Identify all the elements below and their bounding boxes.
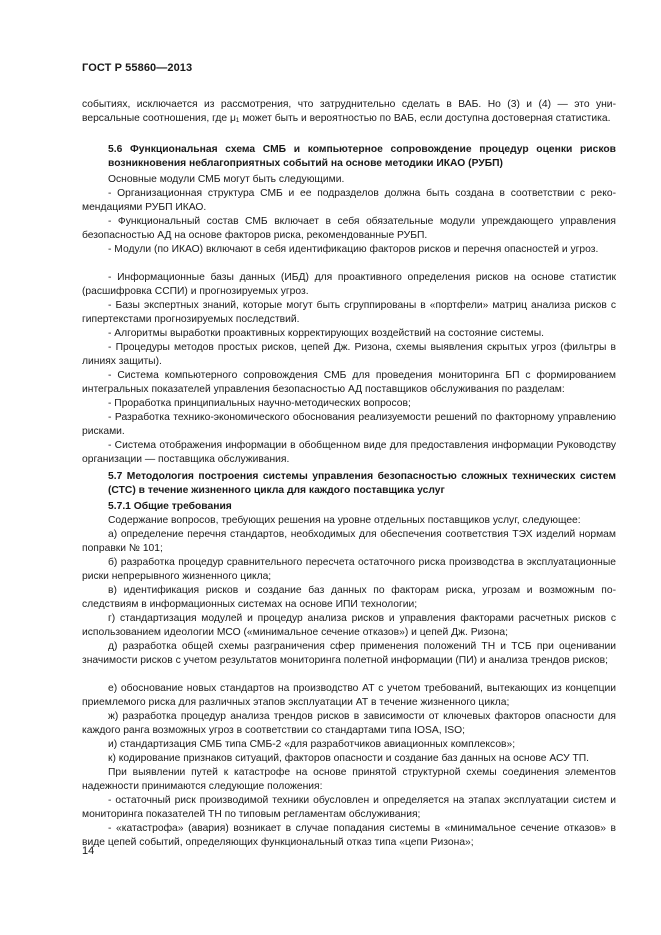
list-item-a: а) определение перечня стандартов, необходимых для обеспечения соответствия ТЭХ изделий нормам поправки № 101; [82, 529, 616, 555]
list-item: - Модули (по ИКАО) включают в себя идентификацию факторов рисков и перечня опасностей и угроз. [108, 244, 599, 255]
list-item: - Функциональный состав СМБ включает в себя обязательные модули упреждающего управления безопасностью АД на основе факторов риска, рекомендованные РУБП. [82, 216, 616, 242]
list-item: - остаточный риск производимой техники обусловлен и определяется на этапах эксплуатации систем и мониторинга показателей ТН по типовым регламентам обслуживания; [82, 795, 616, 821]
list-item-zh: ж) разработка процедур анализа трендов рисков в зависимости от ключевых факторов опасности для каждого ранга возможных угроз в соответствии со стандартами типа IOSA, ISO; [82, 711, 616, 737]
list-item-e: е) обоснование новых стандартов на производство АТ с учетом требований, вытекающих из концепции приемлемого риска для различных этапов эксплуатации АТ в течение жизненного цикла; [82, 683, 616, 709]
subsection-heading-5-7-1: 5.7.1 Общие требования [108, 501, 232, 512]
list-item-i: и) стандартизация СМБ типа СМБ-2 «для разработчиков авиационных комплексов»; [108, 739, 516, 750]
list-item: - Система отображения информации в обобщенном виде для предоставления информации Руководству организации — поставщика обслуживания. [82, 440, 616, 466]
page-number: 14 [82, 845, 95, 857]
list-item: - «катастрофа» (авария) возникает в случае попадания системы в «минимальное сечение отказов» в виде цепей событий, определяющих функциональный отказ типа «цепи Ризона»; [82, 823, 616, 849]
section-heading-5-6: 5.6 Функциональная схема СМБ и компьютерное сопровождение процедур оценки рисков возникновения неблагоприятных событий на основе методики ИКАО (РУБП) [108, 144, 616, 170]
list-item: - Алгоритмы выработки проактивных корректирующих воздействий на состояние системы. [108, 328, 544, 339]
list-item: - Организационная структура СМБ и ее подразделов должна быть создана в соответствии с рекомендациями РУБП ИКАО. [82, 188, 616, 214]
list-item-b: б) разработка процедур сравнительного пересчета остаточного риска производства в эксплуатационные риски непрерывного жизненного цикла; [82, 557, 616, 583]
list-item-k: к) кодирование признаков ситуаций, факторов опасности и создание баз данных на основе АСУ ТП. [108, 753, 590, 764]
list-item: - Информационные базы данных (ИБД) для проактивного определения рисков на основе статистик (расшифровка ССПИ) и прогнозируемых угроз. [82, 272, 616, 298]
list-item: - Процедуры методов простых рисков, цепей Дж. Ризона, схемы выявления скрытых угроз (фильтры в линиях защиты). [82, 342, 616, 368]
document-header: ГОСТ Р 55860—2013 [82, 62, 193, 74]
list-item-g: г) стандартизация модулей и процедур анализа рисков и управления факторами расчетных рисков с использованием идеологии МСО («минимальное сечение отказов») и цепей Дж. Ризона; [82, 613, 616, 639]
paragraph: Основные модули СМБ могут быть следующими. [108, 174, 345, 185]
list-item: - Базы экспертных знаний, которые могут быть сгруппированы в «портфели» матриц анализа рисков с гипертекстами прогнозируемых последствий. [82, 300, 616, 326]
paragraph: При выявлении путей к катастрофе на основе принятой структурной схемы соединения элементов надежности принимаются следующие положения: [82, 767, 616, 793]
paragraph: Содержание вопросов, требующих решения на уровне отдельных поставщиков услуг, следующее: [108, 515, 581, 526]
paragraph-continuation: событиях, исключается из рассмотрения, что затруднительно сделать в ВАБ. Но (3) и (4) — это универсальные соотношения, где μ₁ может быть и вероятностью по ВАБ, если доступна достоверная статистика. [82, 99, 616, 125]
section-heading-5-7: 5.7 Методология построения системы управления безопасностью сложных технических систем (СТС) в течение жизненного цикла для каждого поставщика услуг [108, 471, 616, 497]
list-item-v: в) идентификация рисков и создание баз данных по факторам риска, угрозам и возможным последствиям в информационных системах на основе ИПИ технологии; [82, 585, 616, 611]
list-item-d: д) разработка общей схемы разграничения сфер применения положений ТН и ТСБ при оценивании значимости рисков с учетом результатов мониторинга полетной информации (ПИ) и анализа трендов рисков; [82, 641, 616, 667]
list-item: - Проработка принципиальных научно-методических вопросов; [108, 398, 411, 409]
list-item: - Разработка технико-экономического обоснования реализуемости решений по факторному управлению рисками. [82, 412, 616, 438]
list-item: - Система компьютерного сопровождения СМБ для проведения мониторинга БП с формированием интегральных показателей управления безопасностью АД поставщиков обслуживания по разделам: [82, 370, 616, 396]
